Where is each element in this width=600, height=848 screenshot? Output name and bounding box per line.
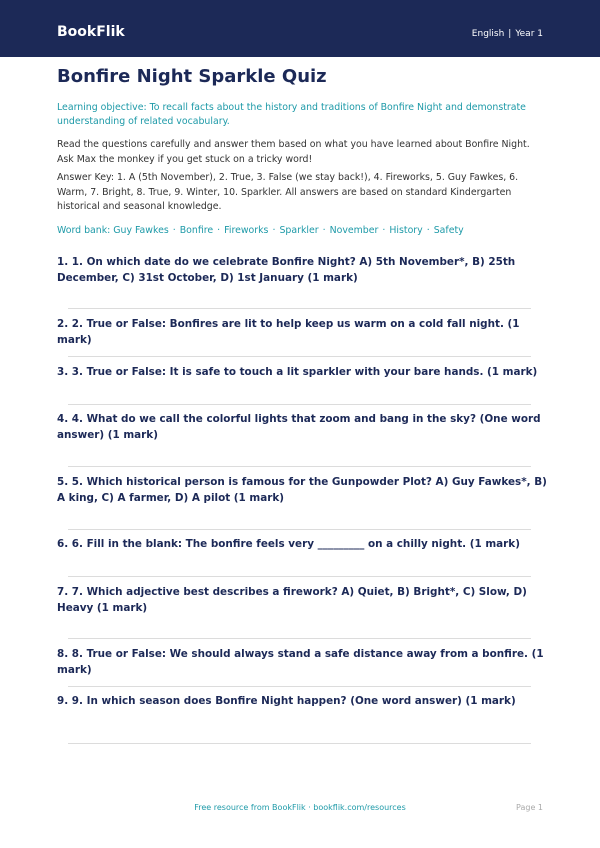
meta-separator: | (508, 29, 512, 39)
question-9: 9. 9. In which season does Bonfire Night happen? (One word answer) (1 mark) (57, 695, 516, 707)
answer-line-5[interactable] (68, 529, 531, 530)
question-5: 5. 5. Which historical person is famous for the Gunpowder Plot? A) Guy Fawkes*, B) A king, C) A farmer, D) A pilot (1 mark) (57, 476, 547, 504)
word-separator: · (217, 225, 221, 236)
word-bank-word: History (389, 225, 423, 236)
word-bank-word: Bonfire (179, 225, 214, 236)
word-bank-label: Word bank: (57, 225, 111, 236)
word-bank (57, 224, 464, 238)
answer-line-7[interactable] (68, 638, 531, 639)
word-bank-word: Guy Fawkes (113, 225, 169, 236)
page-title: Bonfire Night Sparkle Quiz (57, 66, 327, 87)
answer-line-3[interactable] (68, 404, 531, 405)
brand-logo-text[interactable]: BookFlik (57, 24, 125, 40)
word-bank-word: Sparkler (279, 225, 319, 236)
question-4: 4. 4. What do we call the colorful lights that zoom and bang in the sky? (One word answer) (1 mark) (57, 413, 541, 441)
word-separator: · (382, 225, 386, 236)
footer-credit[interactable]: Free resource from BookFlik · bookflik.com/resources (194, 803, 406, 812)
answer-line-6[interactable] (68, 576, 531, 577)
answer-line-9[interactable] (68, 743, 531, 744)
answer-line-8[interactable] (68, 686, 531, 687)
page-header (0, 0, 600, 57)
answer-key: Answer Key: 1. A (5th November), 2. True, 3. False (we stay back!), 4. Fireworks, 5. Guy Fawkes, 6. Warm, 7. Bright, 8. True, 9. Winter, 10. Sparkler. All answers are based on standard Kindergarten historical and seasonal knowledge. (57, 172, 519, 212)
page-number: Page 1 (516, 803, 543, 812)
word-bank-word: Safety (433, 225, 464, 236)
year-label: Year 1 (515, 29, 543, 39)
subject-label: English (471, 29, 505, 39)
word-separator: · (426, 225, 430, 236)
question-1: 1. 1. On which date do we celebrate Bonfire Night? A) 5th November*, B) 25th December, C) 31st October, D) 1st January (1 mark) (57, 256, 516, 284)
word-bank-word: November (329, 225, 379, 236)
header-meta (472, 27, 543, 41)
word-separator: · (272, 225, 276, 236)
answer-line-1[interactable] (68, 308, 531, 309)
word-separator: · (322, 225, 326, 236)
answer-line-4[interactable] (68, 466, 531, 467)
question-7: 7. 7. Which adjective best describes a firework? A) Quiet, B) Bright*, C) Slow, D) Heavy (1 mark) (57, 586, 527, 614)
learning-objective: Learning objective: To recall facts about the history and traditions of Bonfire Night and demonstrate understanding of related vocabulary. (57, 102, 526, 127)
intro-instructions: Read the questions carefully and answer them based on what you have learned about Bonfire Night. Ask Max the monkey if you get stuck on a tricky word! (57, 139, 530, 165)
word-bank-word: Fireworks (224, 225, 269, 236)
question-2: 2. 2. True or False: Bonfires are lit to help keep us warm on a cold fall night. (1 mark) (57, 318, 520, 346)
question-6: 6. 6. Fill in the blank: The bonfire feels very _________ on a chilly night. (1 mark) (57, 538, 520, 550)
word-separator: · (172, 225, 176, 236)
question-8: 8. 8. True or False: We should always stand a safe distance away from a bonfire. (1 mark) (57, 648, 544, 676)
question-3: 3. 3. True or False: It is safe to touch a lit sparkler with your bare hands. (1 mark) (57, 366, 538, 378)
answer-line-2[interactable] (68, 356, 531, 357)
